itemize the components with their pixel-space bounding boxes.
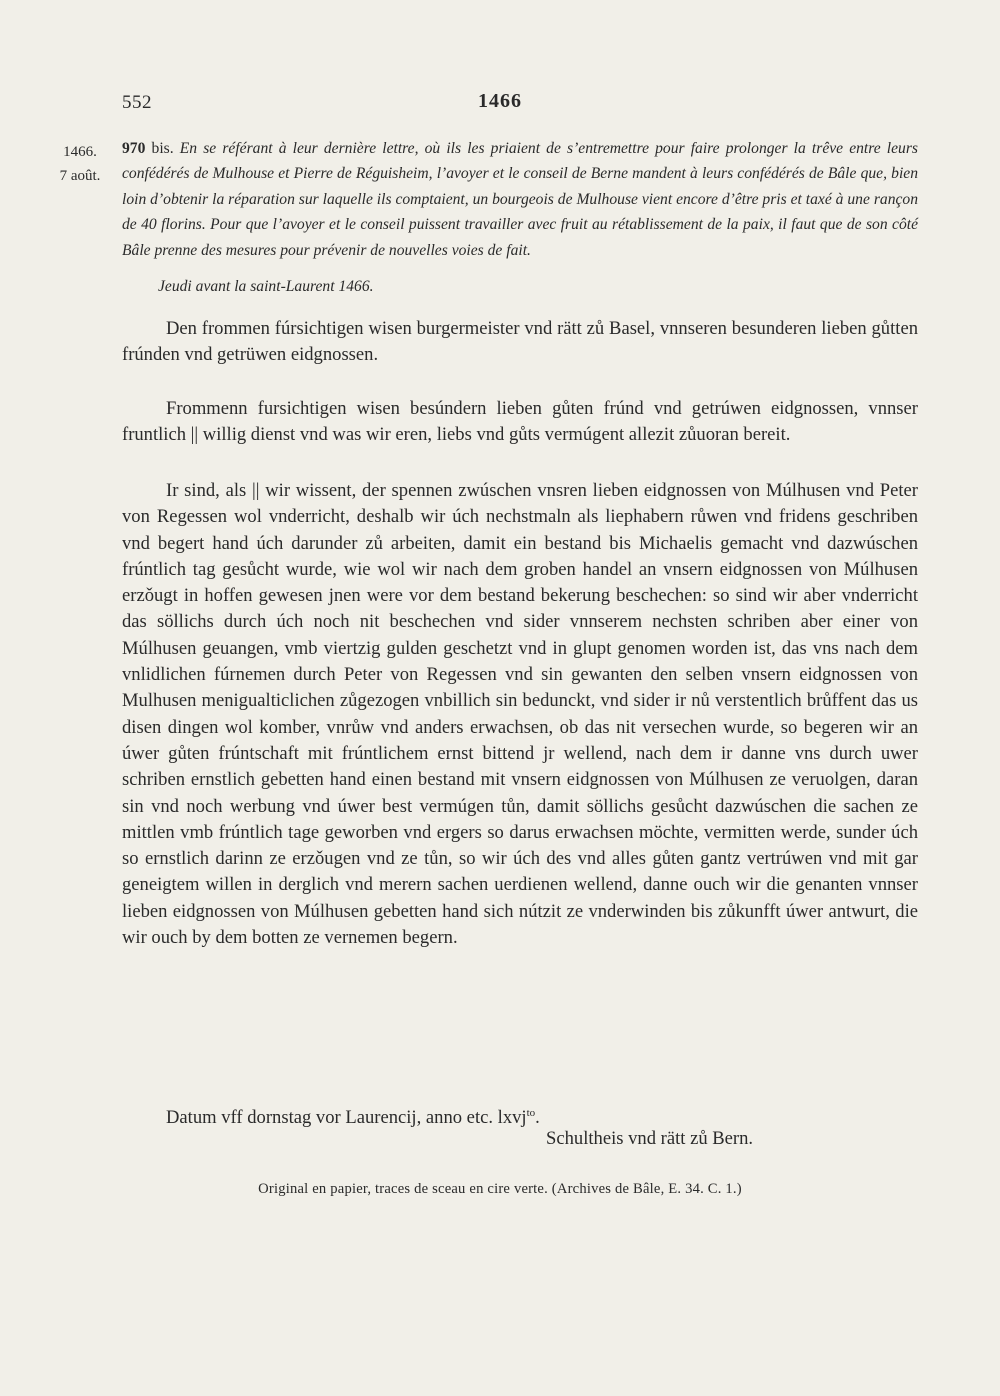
- page-number: 552: [122, 92, 152, 113]
- running-title: 1466: [478, 90, 522, 112]
- page-header: [0, 90, 1000, 120]
- letter-address: Den frommen fúrsichtigen wisen burgermeister vnd rätt zů Basel, vnnseren besunderen lieben gůtten frúnden vnd getrüwen eidgnossen.: [122, 318, 918, 366]
- closing-date-period: .: [535, 1107, 540, 1129]
- letter-closing-date: [166, 1100, 540, 1131]
- summary-dateline: Jeudi avant la saint-Laurent 1466.: [158, 278, 374, 295]
- letter-body: Ir sind, als || wir wissent, der spennen zwúschen vnsren lieben eidgnossen von Múlhusen vnd Peter von Regessen wol vnderricht, deshalb wir úch nechstmaln als liephabern růwen vnd fridens geschriben vnd begert hand úch darunder zů arbeiten, damit ein bestand bis Michaelis gemacht vnd dazwúschen frúntlich tag gesůcht wurde, wie wol wir nach dem groben handel an vnsern eidgnossen von Múlhusen erzǒugt in hoffen gewesen jnen were vor dem bestand bekerung beschechen: so sind wir aber vnderricht das söllichs durch úch noch nit beschechen vnd sider vnnserem nechsten schriben aber einer von Múlhusen geuangen, vmb viertzig gulden geschetzt vnd in glupt genomen worden ist, das vns nach dem vnlidlichen fúrnemen durch Peter von Regessen vnd sin gewanten den selben vnsern eidgnossen von Mulhusen menigualticlichen zůgezogen vnbillich sin bedunckt, vnd sider ir nů verstentlich brůffent das us disen dingen wol komber, vnrůw vnd anders erwachsen, ob das nit versechen wurde, so begeren wir an úwer gůten frúntschaft mit frúntlichem ernst bittend jr wellend, nach dem ir danne vns durch uwer schriben ernstlich gebetten hand einen bestand mit vnsern eidgnossen von Múlhusen ze veruolgen, daran sin vnd noch werbung vnd úwer best vermúgen tůn, damit söllichs gesůcht dazwúschen die sachen ze mittlen vmb frúntlich tage geworben vnd ergers so darus erwachsen möchte, vermitten werde, sunder úch so ernstlich darinn ze erzǒugen vnd ze tůn, so wir úch des vnd alles gůten gantz vertrúwen vnd mit gar geneigtem willen in derglich vnd merern sachen uerdienen wellend, danne ouch wir die genanten vnnser lieben eidgnossen von Múlhusen gebetten hand sich nútzit ze vnderwinden bis zůkunfft úwer antwurt, die wir ouch by dem botten ze vernemen begern.: [122, 480, 918, 949]
- summary-text: En se référant à leur dernière lettre, où ils les priaient de s’entremettre pour faire prolonger la trêve entre leurs confédérés de Mulhouse et Pierre de Réguisheim, l’avoyer et le conseil de Berne mandent à leurs confédérés de Bâle que, bien loin d’obtenir la réparation sur laquelle ils comptaient, un bourgeois de Mulhouse vient encore d’être pris et taxé à une rançon de 40 florins. Pour que l’avoyer et le conseil puissent travailler avec fruit au rétablissement de la paix, il faut que de son côté Bâle prenne des mesures pour prévenir de nouvelles voies de fait.: [122, 140, 918, 259]
- letter-signature: Schultheis vnd rätt zů Bern.: [546, 1128, 754, 1149]
- margin-date-year: 1466.: [63, 144, 97, 160]
- closing-date-text: Datum vff dornstag vor Laurencij, anno etc. lxvj: [166, 1107, 527, 1129]
- archival-footnote: Original en papier, traces de sceau en cire verte. (Archives de Bâle, E. 34. C. 1.): [258, 1181, 742, 1197]
- document-number-suffix: bis.: [145, 140, 174, 157]
- margin-date-day: 7 août.: [59, 168, 101, 184]
- document-number: 970: [122, 140, 146, 157]
- letter-greeting: Frommenn fursichtigen wisen besúndern lieben gůten frúnd vnd getrúwen eidgnossen, vnnser fruntlich || willig dienst vnd was wir eren, liebs vnd gůts vermúgent allezit zůuoran bereit.: [122, 398, 918, 446]
- document-summary: [122, 136, 918, 263]
- closing-date-superscript: to: [526, 1107, 536, 1119]
